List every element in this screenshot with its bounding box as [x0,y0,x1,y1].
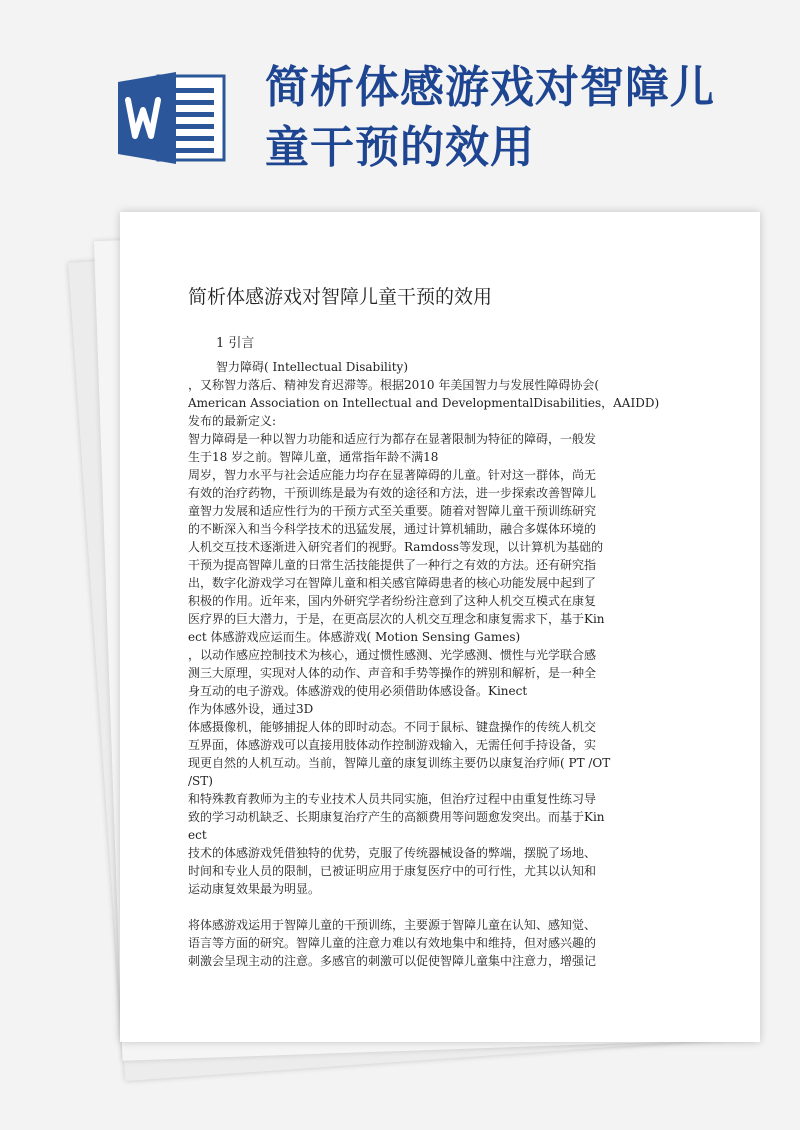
text-line: 测三大原理，实现对人体的动作、声音和手势等操作的辨别和解析，是一种全 [188,666,597,680]
text-line: 现更自然的人机互动。当前，智障儿童的康复训练主要仍以康复治疗师( PT /OT [188,756,611,770]
text-line: 运动康复效果最为明显。 [188,882,321,896]
text-line: 智力障碍是一种以智力功能和适应行为都存在显著限制为特征的障碍，一般发 [188,432,597,446]
text-line: ，又称智力落后、精神发育迟滞等。根据2010 年美国智力与发展性障碍协会( [188,378,600,392]
text-line: /ST) [188,774,213,788]
word-document-icon [118,72,228,164]
text-line: 周岁，智力水平与社会适应能力均存在显著障碍的儿童。针对这一群体，尚无 [188,468,597,482]
text-line: 刺激会呈现主动的注意。多感官的刺激可以促使智障儿童集中注意力，增强记 [188,954,597,968]
text-line: 发布的最新定义: [188,414,277,428]
text-line: 技术的体感游戏凭借独特的优势，克服了传统器械设备的弊端，摆脱了场地、 [188,846,597,860]
text-line: 生于18 岁之前。智障儿童，通常指年龄不满18 [188,450,439,464]
page-title: 简析体感游戏对智障儿童干预的效用 [265,62,715,173]
text-line: 作为体感外设，通过3D [188,702,314,716]
text-line: 语言等方面的研究。智障儿童的注意力难以有效地集中和维持，但对感兴趣的 [188,936,597,950]
text-line: American Association on Intellectual and DevelopmentalDisabilities，AAIDD) [188,396,660,410]
text-line: 干预为提高智障儿童的日常生活技能提供了一种行之有效的方法。还有研究指 [188,558,597,572]
text-line: 将体感游戏运用于智障儿童的干预训练，主要源于智障儿童在认知、感知觉、 [188,918,597,932]
text-line: 和特殊教育教师为主的专业技术人员共同实施，但治疗过程中由重复性练习导 [188,792,597,806]
text-line: 有效的治疗药物，干预训练是最为有效的途径和方法，进一步探索改善智障儿 [188,486,597,500]
document-body [188,358,700,970]
document-page [120,212,760,1042]
text-line: 互界面，体感游戏可以直接用肢体动作控制游戏输入，无需任何手持设备，实 [188,738,597,752]
document-title: 简析体感游戏对智障儿童干预的效用 [188,286,493,308]
text-line: 智力障碍( Intellectual Disability) [216,360,408,374]
text-line: ect [188,828,207,842]
text-line: ect 体感游戏应运而生。体感游戏( Motion Sensing Games) [188,630,521,644]
text-line: 的不断深入和当今科学技术的迅猛发展，通过计算机辅助，融合多媒体环境的 [188,522,597,536]
text-line: ，以动作感应控制技术为核心，通过惯性感测、光学感测、惯性与光学联合感 [188,648,597,662]
text-line: 人机交互技术逐渐进入研究者们的视野。Ramdoss等发现，以计算机为基础的 [188,540,604,554]
text-line: 出，数字化游戏学习在智障儿童和相关感官障碍患者的核心功能发展中起到了 [188,576,597,590]
text-line: 身互动的电子游戏。体感游戏的使用必须借助体感设备。Kinect [188,684,528,698]
section-heading: 1 引言 [216,336,255,351]
text-line: 积极的作用。近年来，国内外研究学者纷纷注意到了这种人机交互模式在康复 [188,594,597,608]
text-line: 时间和专业人员的限制，已被证明应用于康复医疗中的可行性，尤其以认知和 [188,864,597,878]
text-line: 医疗界的巨大潜力，于是，在更高层次的人机交互理念和康复需求下，基于Kin [188,612,605,626]
text-line: 体感摄像机，能够捕捉人体的即时动态。不同于鼠标、键盘操作的传统人机交 [188,720,597,734]
paragraph-gap [188,898,700,916]
text-line: 童智力发展和适应性行为的干预方式至关重要。随着对智障儿童干预训练研究 [188,504,597,518]
text-line: 致的学习动机缺乏、长期康复治疗产生的高额费用等问题愈发突出。而基于Kin [188,810,605,824]
